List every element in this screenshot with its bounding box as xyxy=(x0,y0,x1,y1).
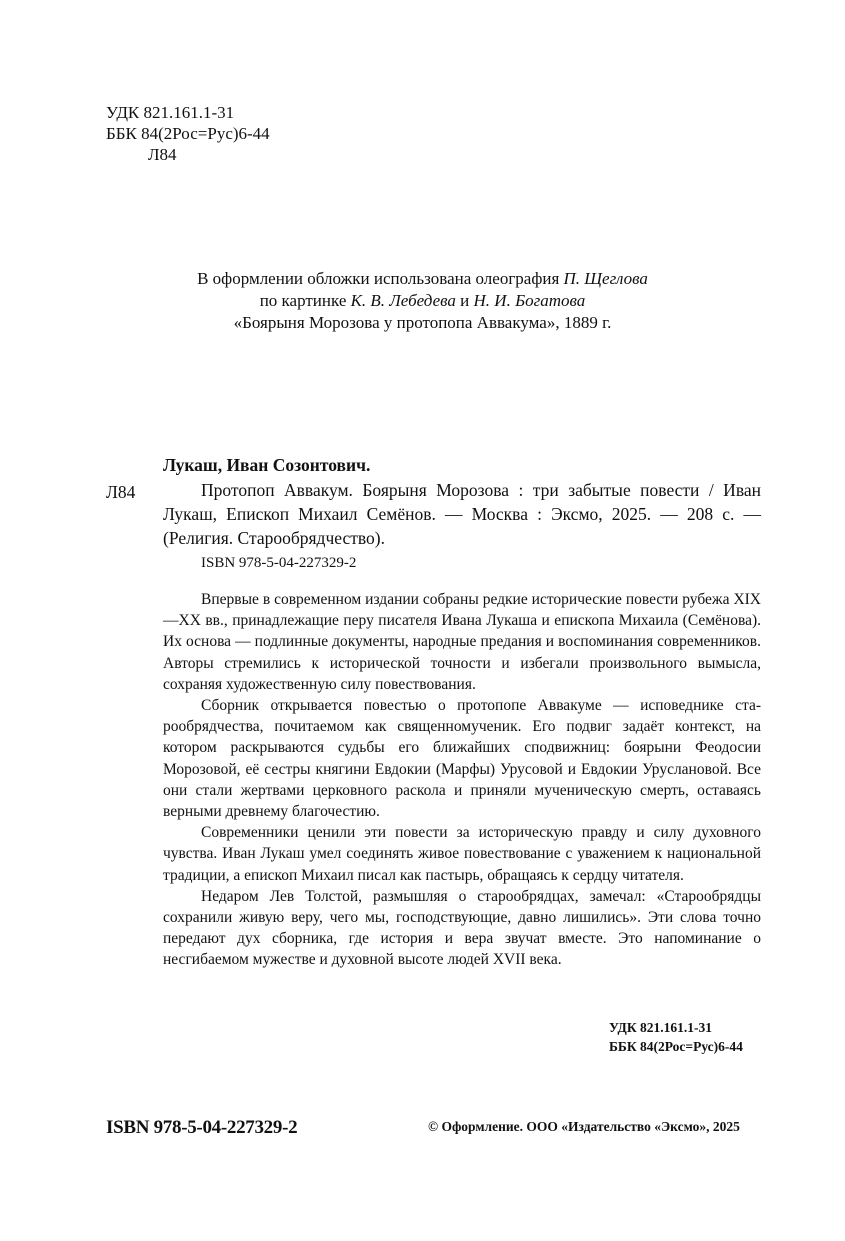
classification-codes xyxy=(106,102,270,165)
cover-credit xyxy=(100,268,745,334)
udk-code-bottom: УДК 821.161.1-31 xyxy=(609,1020,712,1035)
cover-credit-text: и xyxy=(455,291,474,310)
author-mark: Л84 xyxy=(148,145,177,164)
annotation-paragraph: Современники ценили эти повести за историческую правду и силу духовного чувства. Иван Лукаш умел соединять живое повествование с уважением к национальной традиции, а епископ Михаил писал как пастырь, обращаясь к сердцу читателя. xyxy=(163,824,761,884)
udk-code: УДК 821.161.1-31 xyxy=(106,103,235,122)
author-heading: Лукаш, Иван Созонтович. xyxy=(163,455,371,475)
annotation xyxy=(163,589,761,971)
bbk-code: ББК 84(2Рос=Рус)6-44 xyxy=(106,124,270,143)
shelf-mark: Л84 xyxy=(106,482,136,502)
cover-credit-text: по картинке xyxy=(259,291,351,310)
cover-credit-line-2 xyxy=(100,290,745,312)
bbk-code-bottom: ББК 84(2Рос=Рус)6-44 xyxy=(609,1039,743,1054)
painting-title: «Боярыня Морозова у протопопа Аввакума», 1889 г. xyxy=(233,313,612,332)
bibliographic-description: Протопоп Аввакум. Боярыня Морозова : три забытые повести / Иван Лукаш, Епископ Михаил Семёнов. — Москва : Эксмо, 2025. — 208 с. — (Религия. Старообрядчество). xyxy=(163,480,761,548)
painting-artist-1: К. В. Лебедева xyxy=(350,291,456,310)
painting-artist-2: Н. И. Богатова xyxy=(473,291,586,310)
cover-artist: П. Щеглова xyxy=(563,269,648,288)
annotation-paragraph: Впервые в современном издании собраны редкие исторические повести рубежа XIX—XX вв., принадлежащие перу писателя Ивана Лукаша и епископа Михаила (Семёнова). Их основа — подлинные документы, народные предания и воспоминания современников. Авторы стремились к исторической точности и избегали произвольного вымысла, сохраняя художественную силу повествования. xyxy=(163,591,761,693)
classification-codes-bottom xyxy=(609,1018,743,1056)
annotation-paragraph: Сборник открывается повестью о протопопе Аввакуме — исповеднике старообрядчества, почитаемом как священномученик. Его подвиг задаёт контекст, на котором раскрываются судьбы его ближайших сподвижниц: боярыни Феодосии Морозовой, её сестры княгини Евдокии (Марфы) Урусовой и Евдокии Уруслановой. Все они стали жертвами церковного раскола и приняли мученическую смерть, оставаясь верными древнему благочестию. xyxy=(163,697,761,821)
isbn-record: ISBN 978-5-04-227329-2 xyxy=(201,555,357,571)
copyright-notice: © Оформление. ООО «Издательство «Эксмо», 2025 xyxy=(428,1119,740,1134)
annotation-paragraph: Недаром Лев Толстой, размышляя о старообрядцах, замечал: «Старообрядцы сохранили живую веру, чего мы, господствующие, давно лишились». Эти слова точно передают дух сборника, где история и вера звучат вместе. Это напоминание о несгибаемом мужестве и духовной высоте людей XVII века. xyxy=(163,887,761,969)
cover-credit-text: В оформлении обложки использована олеография xyxy=(197,269,564,288)
cover-credit-line-1 xyxy=(100,268,745,290)
isbn-footer: ISBN 978-5-04-227329-2 xyxy=(106,1117,298,1138)
